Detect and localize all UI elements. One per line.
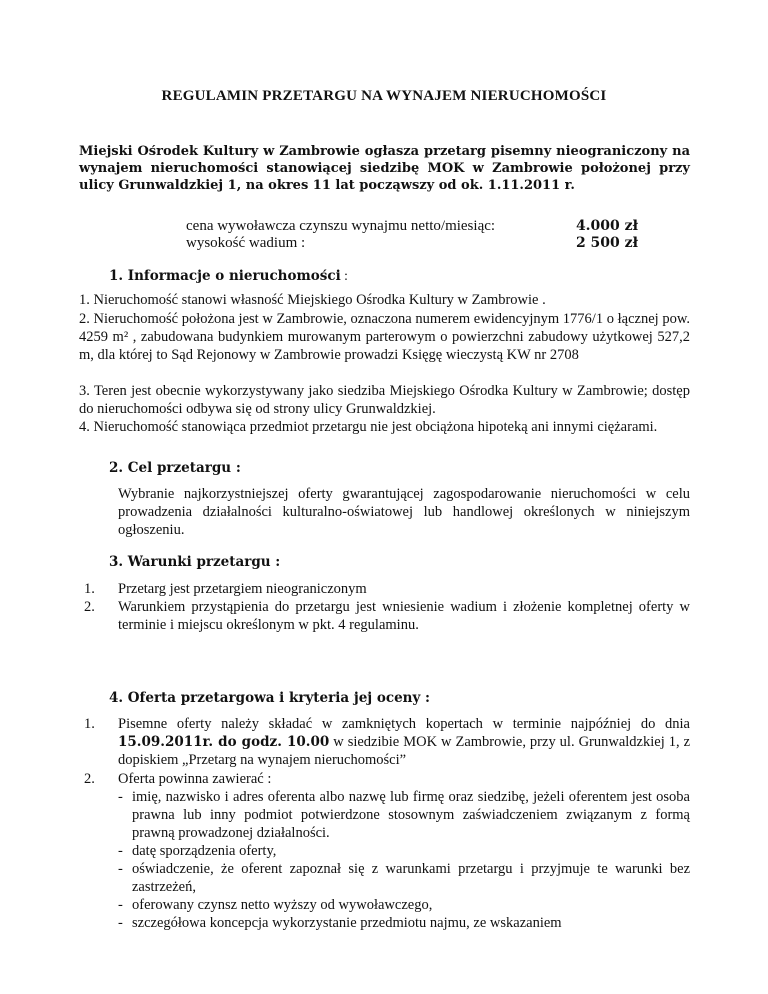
deposit-amount: 2 500 zł [575,235,638,251]
bullet-dash: - [118,789,123,805]
section-1-item-3: 3. Teren jest obecnie wykorzystywany jako siedziba Miejskiego Ośrodka Kultury w Zambrowie; dostęp do nieruchomości odbywa się od strony ulicy Grunwaldzkiej. [79,383,690,417]
document-title: REGULAMIN PRZETARGU NA WYNAJEM NIERUCHOMOŚCI [161,88,607,104]
section-2-heading: 2. Cel przetargu : [109,460,241,476]
section-1-heading-text: 1. Informacje o nieruchomości [109,268,341,284]
deposit-row [186,234,638,252]
offer-requirement-1: imię, nazwisko i adres oferenta albo nazwę lub firmę oraz siedzibę, jeżeli oferentem jest osoba prawna lub inny podmiot potwierdzone stosownym zaświadczeniem związanym z formą prawną prowadzonej działalności. [132,789,690,841]
section-1-heading-colon: : [340,268,348,283]
offer-requirement-3: oświadczenie, że oferent zapoznał się z warunkami przetargu i przyjmuje te warunki bez zastrzeżeń, [132,861,690,895]
starting-price-row [186,217,638,235]
offer-requirement-2: datę sporządzenia oferty, [132,843,277,859]
section-1-item-1: 1. Nieruchomość stanowi własność Miejskiego Ośrodka Kultury w Zambrowie . [79,292,546,308]
section-3-num-2: 2. [84,599,95,615]
bullet-dash: - [118,861,123,877]
section-4-num-1: 1. [84,716,95,732]
section-3-item-1: Przetarg jest przetargiem nieograniczonym [118,581,367,597]
section-3-heading: 3. Warunki przetargu : [109,554,281,570]
starting-price-label: cena wywoławcza czynszu wynajmu netto/miesiąc: [186,218,496,234]
section-3-num-1: 1. [84,581,95,597]
section-4-item-2: Oferta powinna zawierać : [118,771,272,787]
bullet-dash: - [118,915,123,931]
section-2-text: Wybranie najkorzystniejszej oferty gwarantującej zagospodarowanie nieruchomości w celu prowadzenia działalności kulturalno-oświatowej lub handlowej określonych w niniejszym ogłoszeniu. [118,486,690,538]
deposit-label: wysokość wadium : [186,235,306,251]
section-1-item-4: 4. Nieruchomość stanowiąca przedmiot przetargu nie jest obciążona hipoteką ani innymi ciężarami. [79,419,658,435]
bullet-dash: - [118,897,123,913]
submission-deadline: 15.09.2011r. do godz. 10.00 [118,734,330,750]
offer-requirement-4: oferowany czynsz netto wyższy od wywoławczego, [132,897,433,913]
section-4-item-1-post: w siedzibie MOK w Zambrowie, przy ul. Grunwaldzkiej 1, z dopiskiem „Przetarg na wynajem nieruchomości” [118,734,691,768]
section-4-num-2: 2. [84,771,95,787]
section-4-heading: 4. Oferta przetargowa i kryteria jej oceny : [109,690,431,706]
intro-paragraph: Miejski Ośrodek Kultury w Zambrowie ogłasza przetarg pisemny nieograniczony na wynajem nieruchomości stanowiącej siedzibę MOK w Zambrowie położonej przy ulicy Grunwaldzkiej 1, na okres 11 lat począwszy od ok. 1.11.2011 r. [79,144,690,193]
section-4-item-1 [118,715,690,769]
section-3-item-2: Warunkiem przystąpienia do przetargu jest wniesienie wadium i złożenie kompletnej oferty w terminie i miejscu określonym w pkt. 4 regulaminu. [118,599,690,633]
offer-requirement-5: szczegółowa koncepcja wykorzystanie przedmiotu najmu, ze wskazaniem [132,915,562,931]
section-4-item-1-pre: Pisemne oferty należy składać w zamkniętych kopertach w terminie najpóźniej do dnia [118,716,690,732]
bullet-dash: - [118,843,123,859]
starting-price-amount: 4.000 zł [575,218,638,234]
section-1-item-2: 2. Nieruchomość położona jest w Zambrowie, oznaczona numerem ewidencyjnym 1776/1 o łącznej pow. 4259 m² , zabudowana budynkiem murowanym parterowym o powierzchni zabudowy użytkowej 527,2 m, dla której to Sąd Rejonowy w Zambrowie prowadzi Księgę wieczystą KW nr 2708 [79,311,690,363]
section-1-heading [109,267,348,285]
